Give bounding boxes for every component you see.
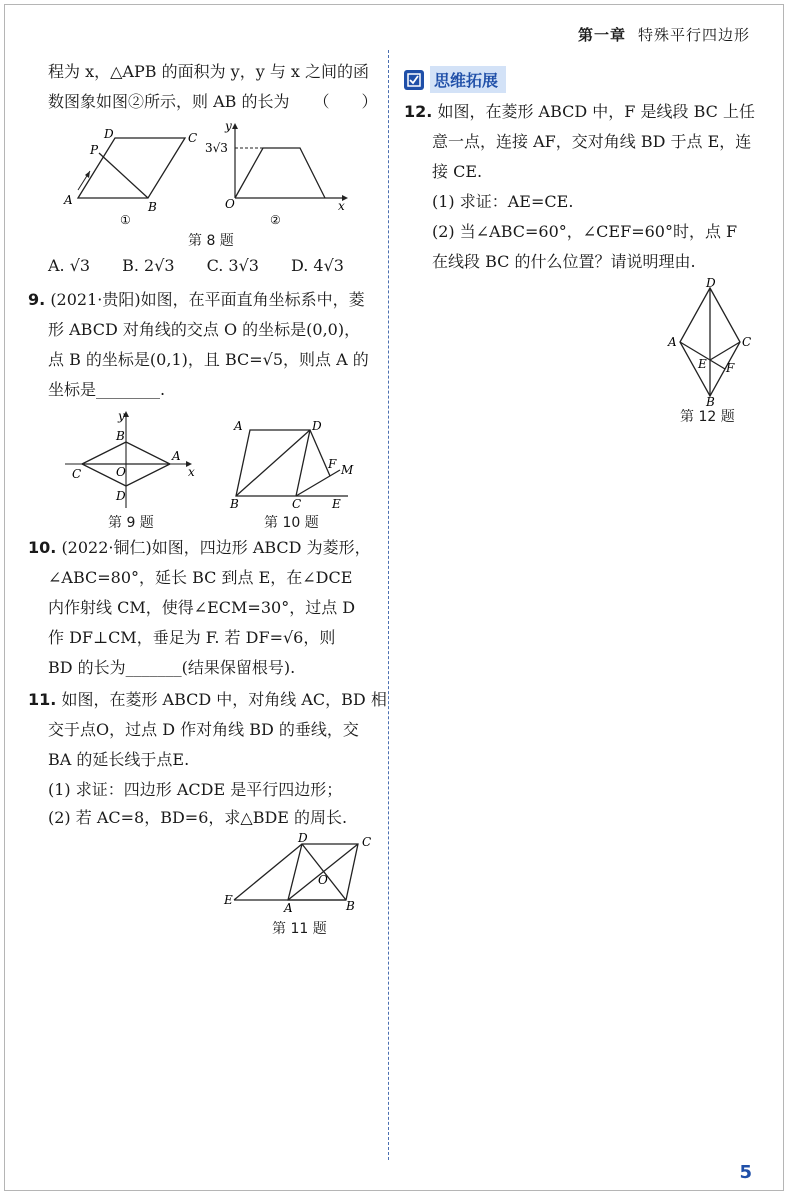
fig10-label-a: A xyxy=(234,419,243,433)
fig12-label-c: C xyxy=(742,335,752,349)
q11-line-1: 如图，在菱形 ABCD 中，对角线 AC，BD 相 xyxy=(61,690,387,709)
q10-line-4: 作 DF⊥CM，垂足为 F. 若 DF=√6，则 xyxy=(48,628,336,647)
fig12-label-d: D xyxy=(706,278,716,290)
fig10-label-b: B xyxy=(230,497,239,511)
fig12-label-b: B xyxy=(706,395,715,406)
section-header xyxy=(404,66,506,93)
fig8-label-a: A xyxy=(64,193,73,207)
page-number: 5 xyxy=(739,1162,752,1183)
fig8-label-x: x xyxy=(338,199,345,213)
fig9-label-b: B xyxy=(116,429,125,443)
q10-line-1: (2022·铜仁)如图，四边形 ABCD 为菱形， xyxy=(61,538,371,557)
fig11-label-c: C xyxy=(362,835,372,849)
q9-line-4: 坐标是________. xyxy=(48,380,166,399)
running-header xyxy=(578,24,750,45)
q9-line-2: 形 ABCD 对角线的交点 O 的坐标是(0,0)， xyxy=(48,320,361,339)
figure-10 xyxy=(226,416,366,512)
fig10-label-e: E xyxy=(332,497,341,511)
fig11-label-d: D xyxy=(298,832,308,845)
q10-line-2: ∠ABC=80°，延长 BC 到点 E，在∠DCE xyxy=(48,568,353,587)
q10-line-5: BD 的长为_______(结果保留根号). xyxy=(48,658,296,677)
q12-line-1: 如图，在菱形 ABCD 中，F 是线段 BC 上任 xyxy=(437,102,755,121)
fig8-label-y: y xyxy=(225,119,232,133)
q8-options: A. √3 B. 2√3 C. 3√3 D. 4√3 xyxy=(48,256,344,275)
q12-line-2: 意一点，连接 AF，交对角线 BD 于点 E，连 xyxy=(432,132,752,151)
figure-8 xyxy=(60,118,360,230)
q11-line-3: BA 的延长线于点E. xyxy=(48,750,190,769)
section-check-icon xyxy=(404,70,424,90)
q11-line-5: (2) 若 AC=8，BD=6，求△BDE 的周长. xyxy=(48,808,348,827)
fig12-label-e: E xyxy=(698,357,707,371)
fig12-label-a: A xyxy=(668,335,677,349)
fig9-label-x: x xyxy=(188,465,195,479)
fig12-caption: 第 12 题 xyxy=(680,409,735,425)
fig10-caption: 第 10 题 xyxy=(264,515,319,531)
fig11-label-o: O xyxy=(318,873,328,887)
fig10-label-m: M xyxy=(341,463,354,477)
fig10-label-d: D xyxy=(312,419,322,433)
fig8-label-o: O xyxy=(225,197,235,211)
q9-line-3: 点 B 的坐标是(0,1)，且 BC=√5，则点 A 的 xyxy=(48,350,369,369)
fig8-graph xyxy=(232,123,348,201)
fig12-label-f: F xyxy=(726,361,735,375)
fig9-label-y: y xyxy=(118,409,125,423)
figure-12 xyxy=(664,278,764,406)
fig9-label-c: C xyxy=(72,467,82,481)
q9-number: 9. xyxy=(28,290,46,309)
fig10-label-c: C xyxy=(292,497,302,511)
fig10-label-f: F xyxy=(328,457,337,471)
q8-line-1: 程为 x，△APB 的面积为 y，y 与 x 之间的函 xyxy=(48,62,370,81)
q10-line-3: 内作射线 CM，使得∠ECM=30°，过点 D xyxy=(48,598,356,617)
fig11-caption: 第 11 题 xyxy=(272,921,327,937)
q12-line-6: 在线段 BC 的什么位置？请说明理由. xyxy=(432,252,696,271)
q8-line-2: 数图象如图②所示，则 AB 的长为 （ ） xyxy=(48,92,378,111)
fig11-label-a: A xyxy=(284,901,293,912)
figure-11 xyxy=(222,832,382,912)
fig9-label-d: D xyxy=(116,489,126,503)
q12-line-5: (2) 当∠ABC=60°，∠CEF=60°时，点 F xyxy=(432,222,738,241)
q11-line-2: 交于点O，过点 D 作对角线 BD 的垂线，交 xyxy=(48,720,359,739)
q12-line-3: 接 CE. xyxy=(432,162,483,181)
fig8-label-b: B xyxy=(148,200,157,214)
fig8-label-d: D xyxy=(104,127,114,141)
q12-line-4: (1) 求证：AE=CE. xyxy=(432,192,574,211)
fig8-sub1: ① xyxy=(120,213,131,227)
fig8-caption: 第 8 题 xyxy=(188,233,234,249)
fig8-sub2: ② xyxy=(270,213,281,227)
fig11-label-e: E xyxy=(224,893,233,907)
q12-number: 12. xyxy=(404,102,433,121)
fig8-label-yval: 3√3 xyxy=(205,141,228,155)
fig11-label-b: B xyxy=(346,899,355,912)
fig9-label-o: O xyxy=(116,465,126,479)
fig9-caption: 第 9 题 xyxy=(108,515,154,531)
chapter-title: 特殊平行四边形 xyxy=(637,26,750,44)
q11-number: 11. xyxy=(28,690,57,709)
chapter-label: 第一章 xyxy=(577,26,626,44)
q10-number: 10. xyxy=(28,538,57,557)
fig8-label-p: P xyxy=(90,143,99,157)
figure-9 xyxy=(60,408,200,512)
fig9-label-a: A xyxy=(172,449,181,463)
q11-line-4: (1) 求证：四边形 ACDE 是平行四边形； xyxy=(48,780,343,799)
fig8-label-c: C xyxy=(188,131,198,145)
q9-line-1: (2021·贵阳)如图，在平面直角坐标系中，菱 xyxy=(50,290,365,309)
section-title: 思维拓展 xyxy=(430,66,506,93)
column-divider xyxy=(388,50,389,1160)
